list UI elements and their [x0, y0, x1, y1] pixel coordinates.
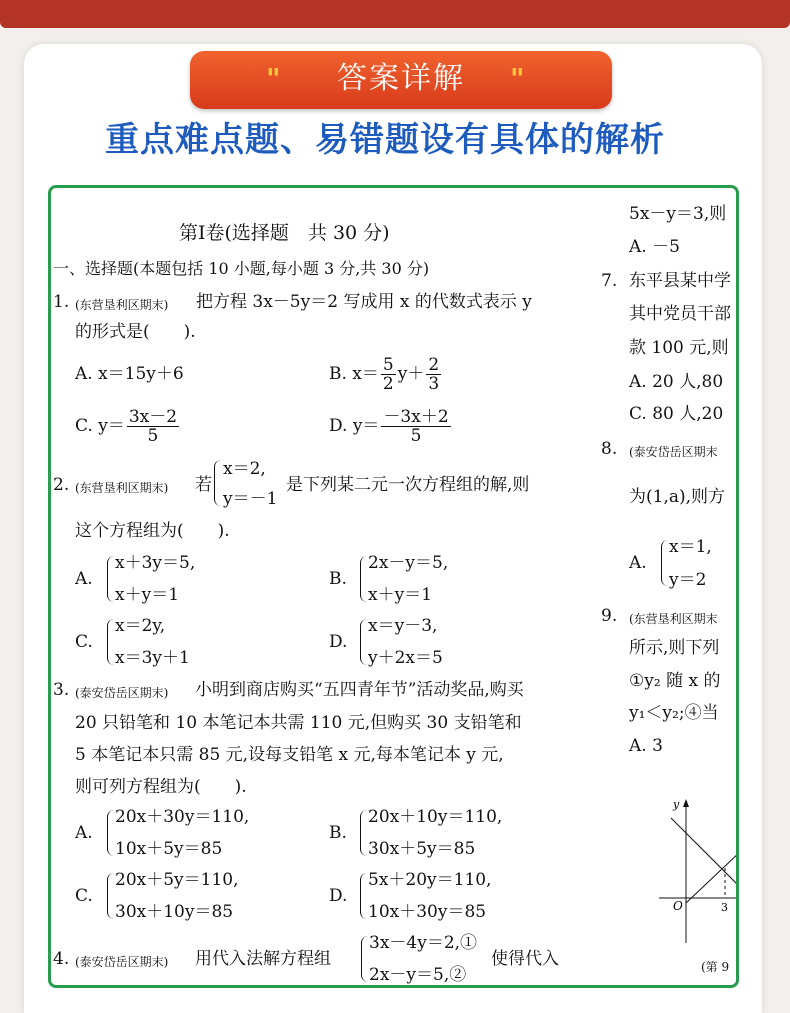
q2-option-d-label: D. [329, 632, 348, 652]
q3-option-b-brace [360, 810, 367, 856]
section-title: 第Ⅰ卷(选择题 共 30 分) [179, 222, 390, 244]
q2-option-d-eq2: y＋2x＝5 [368, 648, 443, 668]
quote-mark-left: " [266, 62, 281, 95]
q2-option-c-eq2: x＝3y＋1 [115, 648, 190, 668]
q2-number: 2. [53, 475, 70, 495]
q9-graph [651, 793, 739, 953]
graph-y-arrow [683, 799, 689, 807]
graph-origin-label: O [673, 899, 683, 913]
q3-option-d-eq1: 5x＋20y＝110, [368, 870, 492, 890]
graph-y-label: y [673, 798, 680, 811]
q1-option-b: B. x＝ $\frac{5}{2}$ y＋ $\frac{2}{3}$ [329, 355, 440, 394]
q2-option-a-brace [107, 556, 114, 602]
exam-page [51, 188, 736, 985]
q3-option-c-eq1: 20x＋5y＝110, [115, 870, 239, 890]
q2-source: (东营垦利区期末) [75, 481, 169, 495]
q2-option-d-brace [360, 619, 367, 665]
q8-option-a-brace [661, 540, 668, 586]
q9-number: 9. [601, 606, 618, 626]
q7-number: 7. [601, 271, 618, 291]
q8-option-a-label: A. [629, 553, 647, 573]
q9-option-a: A. 3 [629, 736, 663, 756]
q8-option-a-eq2: y＝2 [669, 570, 707, 590]
section-heading: 一、选择题(本题包括 10 小题,每小题 3 分,共 30 分) [53, 259, 430, 278]
q2-option-d-eq1: x＝y－3, [368, 616, 438, 636]
q3-option-a-label: A. [75, 823, 93, 843]
q3-text-line1: 小明到商店购买“五四青年节”活动奖品,购买 [195, 680, 524, 700]
q3-option-b-label: B. [329, 823, 347, 843]
banner-title: 答案详解 [337, 61, 465, 96]
q4-system-2: 2x－y＝5,② [369, 965, 467, 985]
q2-option-c-brace [107, 619, 114, 665]
q2-text-line2: 这个方程组为( ). [75, 521, 230, 541]
q2-option-c-label: C. [75, 632, 93, 652]
q4-source: (泰安岱岳区期末) [75, 955, 169, 969]
q9-line-1: 所示,则下列 [629, 638, 720, 658]
q4-brace [361, 936, 368, 982]
q2-text-line1: 是下列某二元一次方程组的解,则 [286, 475, 530, 495]
q2-option-c-eq1: x＝2y, [115, 616, 166, 636]
q2-option-b-eq1: 2x－y＝5, [368, 553, 449, 573]
q8-source: (泰安岱岳区期末 [629, 445, 718, 459]
q2-option-a-eq2: x＋y＝1 [115, 585, 180, 605]
q1-number: 1. [53, 292, 70, 312]
q1-option-d: D. y＝ $\frac{-3x+2}{5}$ [329, 407, 449, 446]
q2-system-2: y＝－1 [223, 489, 278, 509]
q8-line-1: 为(1,a),则方 [629, 487, 726, 507]
q1-text-line1: 把方程 3x－5y＝2 写成用 x 的代数式表示 y [196, 292, 532, 312]
q2-option-b-brace [360, 556, 367, 602]
q4-system-1: 3x－4y＝2,① [369, 933, 478, 953]
q3-option-a-eq2: 10x＋5y＝85 [115, 839, 223, 859]
q8-number: 8. [601, 439, 618, 459]
q2-option-a-eq1: x＋3y＝5, [115, 553, 196, 573]
q4-post: 使得代入 [491, 949, 559, 969]
q7-line-1: 东平县某中学 [629, 271, 731, 291]
q8-option-a-eq1: x＝1, [669, 537, 712, 557]
q3-number: 3. [53, 680, 70, 700]
top-bar [0, 0, 790, 28]
q3-option-c-brace [107, 873, 114, 919]
q9-line-3: y₁＜y₂;④当 [629, 703, 719, 723]
q2-option-b-eq2: x＋y＝1 [368, 585, 433, 605]
q9-graph-caption: (第 9 [701, 960, 730, 974]
q2-option-b-label: B. [329, 569, 347, 589]
q3-text-line2: 20 只铅笔和 10 本笔记本共需 110 元,但购买 30 支铅笔和 [75, 713, 522, 733]
right-line-1: 5x－y＝3,则 [629, 204, 727, 224]
q3-option-d-eq2: 10x＋30y＝85 [368, 902, 487, 922]
q9-source: (东营垦利区期末 [629, 612, 718, 626]
headline: 重点难点题、易错题设有具体的解析 [105, 120, 665, 160]
q2-pre: 若 [195, 475, 212, 495]
q3-source: (泰安岱岳区期末) [75, 686, 169, 700]
q3-text-line3: 5 本笔记本只需 85 元,设每支铅笔 x 元,每本笔记本 y 元, [75, 745, 504, 765]
q2-brace [214, 460, 221, 506]
q3-option-c-label: C. [75, 886, 93, 906]
q3-option-a-eq1: 20x＋30y＝110, [115, 807, 250, 827]
q3-option-d-brace [360, 873, 367, 919]
q2-option-a-label: A. [75, 569, 93, 589]
q3-text-line4: 则可列方程组为( ). [75, 777, 247, 797]
q9-line-2: ①y₂ 随 x 的 [629, 671, 721, 691]
q3-option-d-label: D. [329, 886, 348, 906]
right-line-2: A. －5 [629, 237, 680, 257]
q1-option-a: A. x＝15y＋6 [75, 364, 184, 384]
q1-option-c: C. y＝ $\frac{3x-2}{5}$ [75, 407, 178, 446]
q3-option-c-eq2: 30x＋10y＝85 [115, 902, 234, 922]
q1-source: (东营垦利区期末) [75, 298, 169, 312]
q7-option-c: C. 80 人,20 [629, 404, 724, 424]
quote-mark-right: " [510, 62, 525, 95]
q3-option-b-eq2: 30x＋5y＝85 [368, 839, 476, 859]
q1-text-line2: 的形式是( ). [75, 322, 196, 342]
graph-line-1 [671, 818, 739, 888]
q4-pre: 用代入法解方程组 [195, 949, 331, 969]
q3-option-a-brace [107, 810, 114, 856]
document-frame [48, 185, 739, 988]
q3-option-b-eq1: 20x＋10y＝110, [368, 807, 503, 827]
q4-number: 4. [53, 949, 70, 969]
q7-option-a: A. 20 人,80 [629, 372, 724, 392]
q7-line-2: 其中党员干部 [629, 304, 731, 324]
q7-line-3: 款 100 元,则 [629, 338, 729, 358]
q2-system-1: x＝2, [223, 459, 266, 479]
graph-tick-3: 3 [721, 901, 728, 914]
answer-banner [190, 51, 612, 109]
